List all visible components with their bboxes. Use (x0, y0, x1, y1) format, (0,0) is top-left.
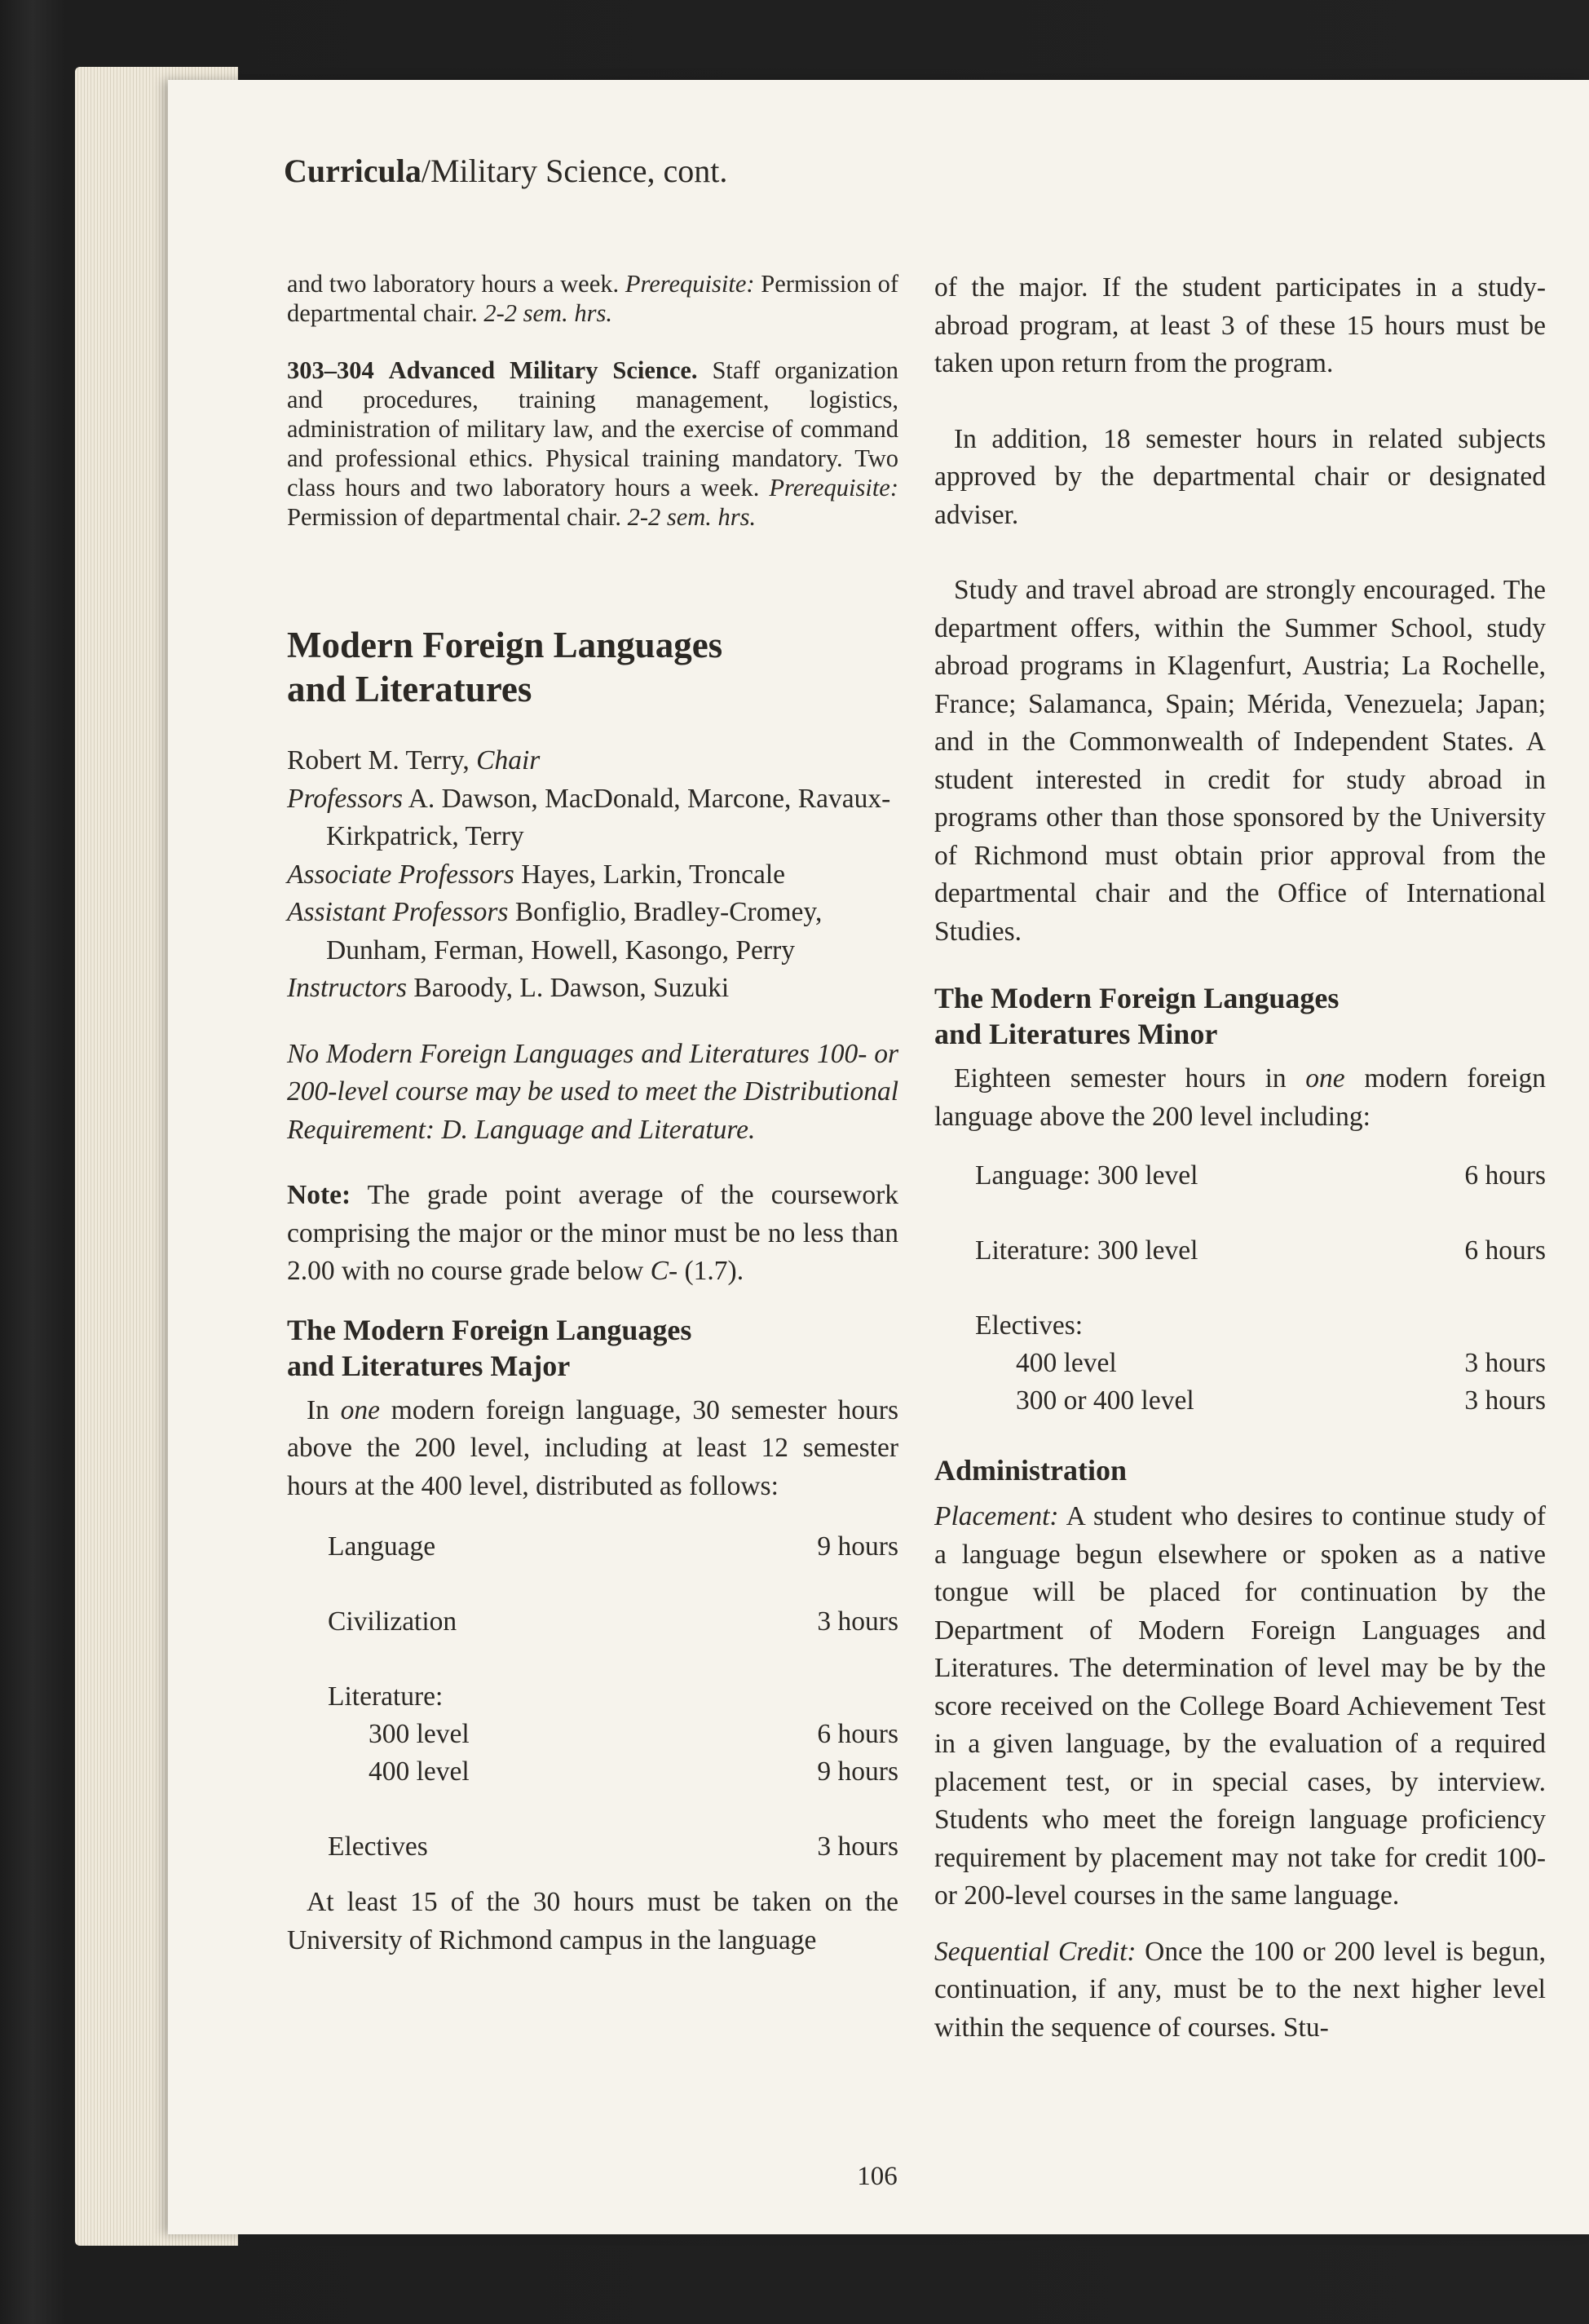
running-head-section: Curricula (284, 152, 422, 189)
running-head (284, 152, 727, 190)
faculty-assistant-professors: Assistant Professors Bonfiglio, Bradley-Cromey, Dunham, Ferman, Howell, Kasongo, Perry (287, 897, 823, 965)
related-subjects: In addition, 18 semester hours in related subjects approved by the departmental chair or designated adviser. (934, 423, 1546, 530)
table-row: 300 or 400 level 3 hours (1016, 1385, 1546, 1416)
course-description: Staff organization and procedures, training management, logistics, administration of military law, and the exercise of command and professional ethics. Physical training mandatory. Two class hours and two laboratory hours a week. (287, 356, 898, 501)
table-row: Language 9 hours (328, 1531, 898, 1562)
table-row: Electives 3 hours (328, 1831, 898, 1862)
distributional-note: No Modern Foreign Languages and Literatures 100- or 200-level course may be used to meet the Distributional Requirement: D. Language and Literature. (287, 1038, 898, 1145)
table-row: 400 level 9 hours (369, 1756, 898, 1787)
course-number: 303–304 (287, 356, 374, 384)
faculty-list (287, 742, 898, 1008)
course-303-304: 303–304 Advanced Military Science. Staff organization and procedures, training management, logistics, administration of military law, and the exercise of command and professional ethics. Physical training mandatory. Two class hours and two laboratory hours a week. Prerequisite: Permission of departmental chair. 2-2 sem. hrs. (287, 356, 898, 531)
course-intro-continuation: and two laboratory hours a week. Prerequisite: Permission of departmental chair. 2-2 sem. hrs. (287, 270, 899, 327)
administration-heading: Administration (934, 1454, 1128, 1487)
study-abroad-paragraph: Study and travel abroad are strongly encouraged. The department offers, within the Summer School, study abroad programs in Klagenfurt, Austria; La Rochelle, France; Salamanca, Spain; Mérida, Venezuela; Japan; and in the Commonwealth of Independent States. A student interested in credit for study abroad in programs other than those sponsored by the University of Richmond must obtain prior approval from the departmental chair and the Office of International Studies. (934, 575, 1546, 947)
left-column (287, 269, 898, 1959)
placement-paragraph: Placement: A student who desires to continue study of a language begun elsewhere or spoken as a native tongue will be placed for continuation by the Department of Modern Foreign Languages and Literatures. The determination of level may be by the score received on the College Board Achievement Test in a given language, by the evaluation of a required placement test, or in special cases, by interview. Students who meet the foreign language proficiency requirement by placement may not take for credit 100- or 200-level courses in the same language. (934, 1501, 1547, 1911)
page-number: 106 (857, 2162, 898, 2191)
minor-requirements-table (934, 1157, 1546, 1420)
table-row: 400 level 3 hours (1016, 1348, 1546, 1378)
table-row: Literature: 300 level 6 hours (975, 1235, 1546, 1266)
faculty-instructors: Instructors Baroody, L. Dawson, Suzuki (287, 973, 730, 1003)
faculty-professors: Professors A. Dawson, MacDonald, Marcone, Ravaux-Kirkpatrick, Terry (287, 783, 891, 851)
major-heading: The Modern Foreign Languages and Literatures Major (287, 1313, 692, 1382)
major-intro: In one modern foreign language, 30 semester hours above the 200 level, including at least 12 semester hours at the 400 level, distributed as follows: (287, 1394, 899, 1501)
table-row: Civilization 3 hours (328, 1606, 898, 1637)
table-row: Electives: (975, 1310, 1084, 1341)
department-title: Modern Foreign Languages and Literatures (287, 625, 723, 709)
table-row: Literature: (328, 1681, 444, 1712)
sequential-credit-paragraph: Sequential Credit: Once the 100 or 200 level is begun, continuation, if any, must be to the next higher level within the sequence of courses. Stu- (934, 1936, 1547, 2043)
running-head-subtitle: /Military Science, cont. (421, 152, 728, 189)
major-campus-continuation: of the major. If the student participates in a study-abroad program, at least 3 of these 15 hours must be taken upon return from the program. (934, 272, 1546, 378)
table-row: Language: 300 level 6 hours (975, 1160, 1546, 1191)
gpa-note: Note: The grade point average of the coursework comprising the major or the minor must be no less than 2.00 with no course grade below C- (1.7). (287, 1180, 898, 1286)
faculty-associate-professors: Associate Professors Hayes, Larkin, Troncale (287, 859, 785, 890)
major-requirements-table (287, 1528, 898, 1866)
minor-intro: Eighteen semester hours in one modern foreign language above the 200 level including: (934, 1063, 1547, 1132)
catalog-page (168, 80, 1589, 2234)
right-column (934, 269, 1546, 2047)
faculty-chair: Robert M. Terry, Chair (287, 745, 541, 775)
major-campus-requirement: At least 15 of the 30 hours must be taken on the University of Richmond campus in the language (287, 1887, 898, 1955)
course-title: Advanced Military Science. (388, 356, 698, 384)
table-row: 300 level 6 hours (369, 1719, 898, 1749)
minor-heading: The Modern Foreign Languages and Literatures Minor (934, 982, 1340, 1050)
